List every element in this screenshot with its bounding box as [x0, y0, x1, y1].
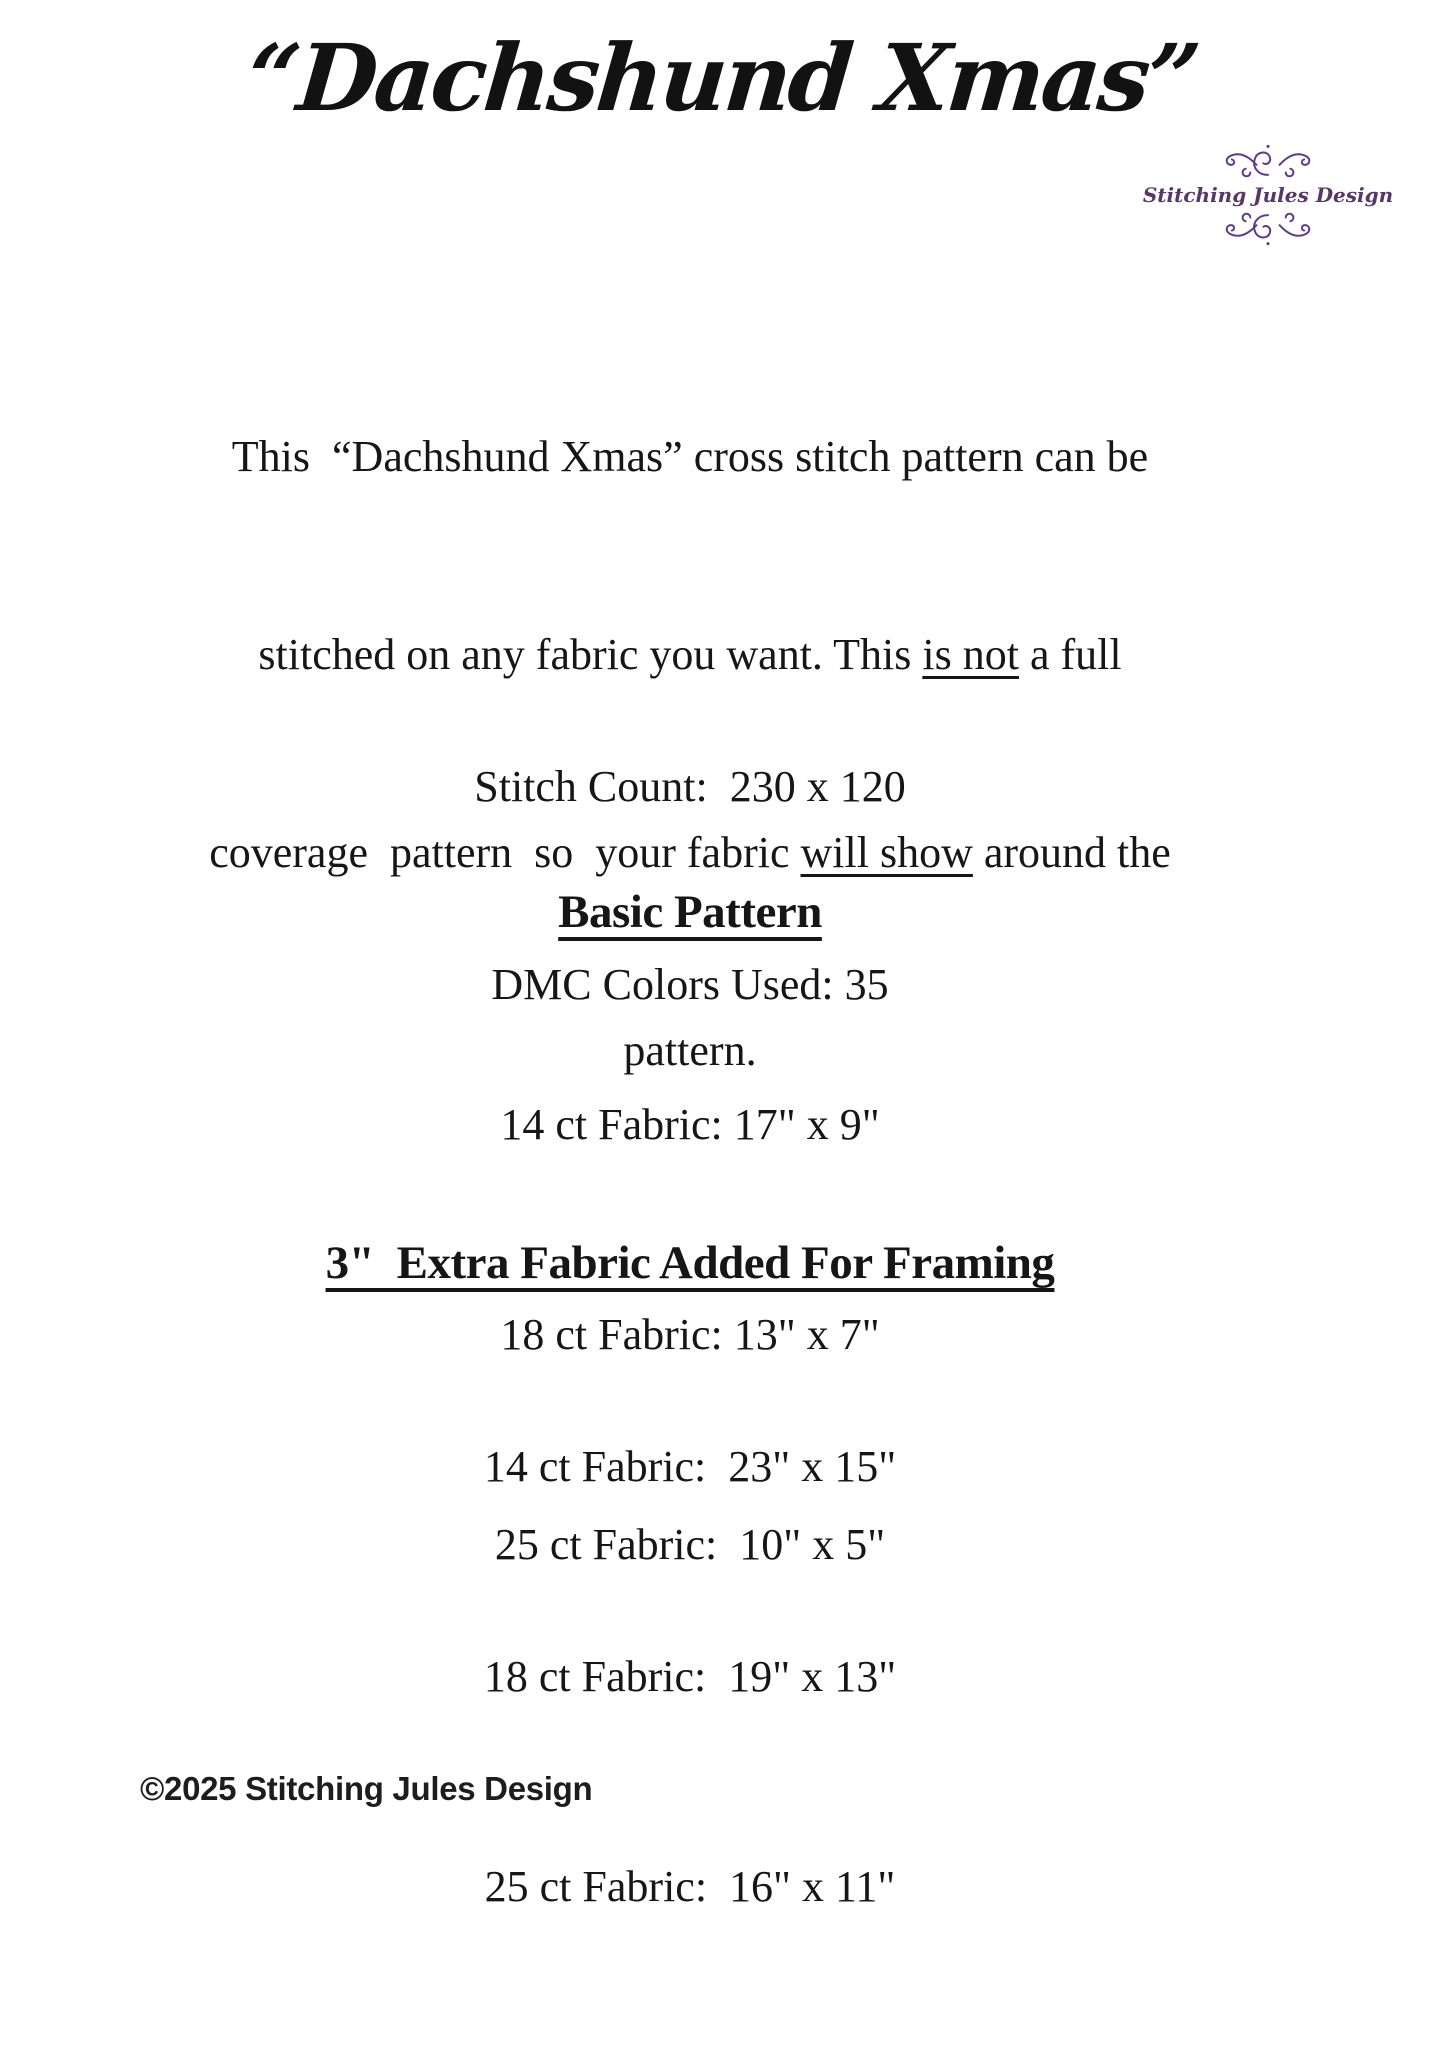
fabric-size-row: 25 ct Fabric: 16" x 11": [484, 1862, 896, 1911]
basic-pattern-heading: Basic Pattern: [558, 886, 822, 938]
flourish-top-icon: [1218, 140, 1318, 182]
brand-logo: [1142, 140, 1394, 250]
fabric-size-row: 14 ct Fabric: 23" x 15": [483, 1442, 897, 1491]
framing-heading: 3" Extra Fabric Added For Framing: [325, 1237, 1055, 1289]
flourish-bottom-icon: [1218, 208, 1318, 250]
intro-text: pattern.: [623, 1026, 757, 1075]
fabric-size-row: 25 ct Fabric: 10" x 5": [494, 1520, 886, 1569]
intro-text: around the: [972, 828, 1171, 877]
intro-text: a full: [1018, 630, 1122, 679]
intro-text: coverage pattern so your fabric: [209, 828, 801, 877]
intro-line-1: [0, 424, 1380, 490]
stitch-count-line: Stitch Count: 230 x 120: [474, 762, 906, 811]
copyright-notice: ©2025 Stitching Jules Design: [140, 1770, 593, 1807]
fabric-size-row: 14 ct Fabric: 17" x 9": [500, 1100, 880, 1149]
framing-sizes: [0, 1292, 1380, 2062]
underline-emphasis: is not: [922, 630, 1019, 679]
intro-text: This “Dachshund Xmas” cross stitch pattern can be: [231, 432, 1149, 481]
intro-text: stitched on any fabric you want. This: [258, 630, 923, 679]
fabric-size-row: 18 ct Fabric: 19" x 13": [483, 1652, 897, 1701]
dmc-colors-line: DMC Colors Used: 35: [491, 960, 889, 1009]
brand-name: Stitching Jules Design: [1142, 183, 1394, 207]
fabric-size-row: 18 ct Fabric: 13" x 7": [500, 1310, 880, 1359]
pattern-title: “Dachshund Xmas”: [243, 24, 1202, 132]
underline-emphasis: will show: [800, 828, 973, 877]
